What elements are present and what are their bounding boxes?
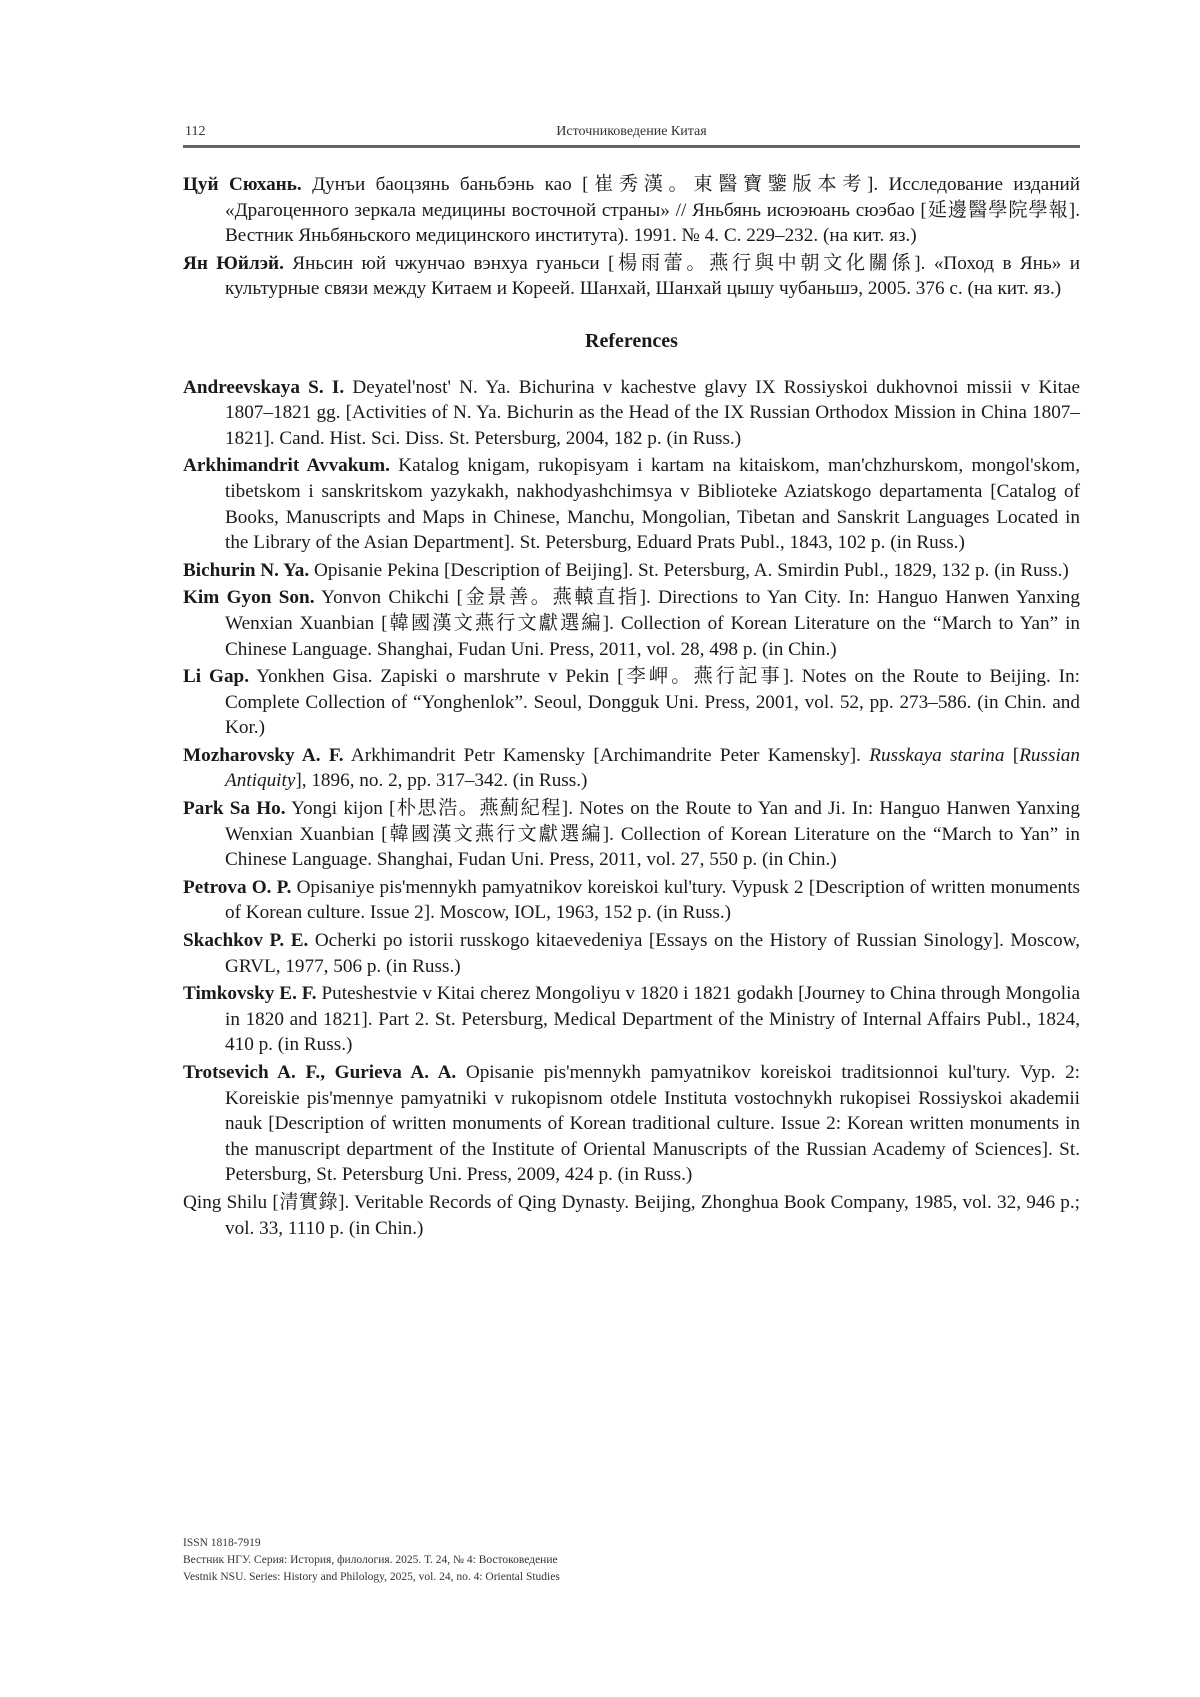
ref-author: Mozharovsky A. F. [183, 744, 344, 766]
issn: ISSN 1818-7919 [183, 1537, 261, 1549]
ref-author: Li Gap. [183, 666, 250, 688]
ref-text: Yonvon Chikchi [金景善。燕轅直指]. Directions to Yan City. In: Hanguo Hanwen Yanxing Wenxian Xuanbian [韓國漢文燕行文獻選編]. Collection of Korean Literature on the “March to Yan” in Chinese Language. Shanghai, Fudan Uni. Press, 2011, vol. 28, 498 p. (in Chin.) [225, 587, 1080, 660]
bibliography [183, 172, 1080, 1243]
bib-entry [183, 251, 1080, 302]
ref-author: Andreevskaya S. I. [183, 376, 345, 398]
reference-entry [183, 558, 1080, 584]
bib-entry [183, 172, 1080, 249]
ref-author: Trotsevich A. F., Gurieva A. A. [183, 1062, 457, 1083]
reference-entry [183, 1190, 1080, 1241]
running-head [183, 122, 1080, 144]
ref-author: Petrova O. P. [183, 876, 292, 898]
reference-entry [183, 981, 1080, 1058]
ref-author: Skachkov P. E. [183, 930, 309, 952]
reference-entry [183, 453, 1080, 555]
reference-entry [183, 928, 1080, 979]
ref-text: Yonkhen Gisa. Zapiski o marshrute v Pekin [李岬。燕行記事]. Notes on the Route to Beijing. In: Complete Collection of “Yonghenlok”. Seoul, Dongguk Uni. Press, 2001, vol. 52, pp. 273–586. (in Chin. and Kor.) [225, 666, 1080, 739]
references-heading: References [585, 329, 678, 352]
ref-text: Deyatel'nost' N. Ya. Bichurina v kachestve glavy IX Rossiyskoi dukhovnoi missii v Kitae 1807–1821 gg. [Activities of N. Ya. Bichurin as the Head of the IX Russian Orthodox Mission in China 1807–1821]. Cand. Hist. Sci. Diss. St. Petersburg, 2004, 182 p. (in Russ.) [225, 376, 1080, 449]
reference-entry [183, 743, 1080, 794]
journal-citation-ru: Вестник НГУ. Серия: История, филология. 2025. Т. 24, № 4: Востоковедение [183, 1554, 558, 1566]
ref-text: Yongi kijon [朴思浩。燕薊紀程]. Notes on the Route to Yan and Ji. In: Hanguo Hanwen Yanxing Wenxian Xuanbian [韓國漢文燕行文獻選編]. Collection of Korean Literature on the “March to Yan” in Chinese Language. Shanghai, Fudan Uni. Press, 2011, vol. 27, 550 p. (in Chin.) [225, 798, 1080, 871]
ref-author: Arkhimandrit Avvakum. [183, 455, 390, 477]
ref-text: [ [1004, 744, 1020, 766]
ref-text: Arkhimandrit Petr Kamensky [Archimandrite Peter Kamensky]. [343, 744, 870, 766]
page-number: 112 [185, 124, 206, 139]
ref-italic-title: Russkaya starina [869, 744, 1005, 766]
ref-author: Bichurin N. Ya. [183, 559, 310, 581]
ref-italic-title: Russian Antiquity [225, 744, 1080, 792]
ref-author: Park Sa Ho. [183, 798, 286, 820]
bib-author: Цуй Сюхань. [183, 174, 302, 195]
reference-entry [183, 375, 1080, 452]
reference-entry [183, 796, 1080, 873]
bib-text: Яньсин юй чжунчао вэнхуа гуаньси [楊雨蕾。燕行與中朝文化關係]. «Поход в Янь» и культурные связи между Китаем и Кореей. Шанхай, Шанхай цышу чубаньшэ, 2005. 376 с. (на кит. яз.) [225, 252, 1080, 300]
section-title: Источниковедение Китая [556, 124, 707, 139]
ref-text: Puteshestvie v Kitai cherez Mongoliyu v 1820 i 1821 godakh [Journey to China through Mongolia in 1820 and 1821]. Part 2. St. Petersburg, Medical Department of the Ministry of Internal Affairs Publ., 1824, 410 p. (in Russ.) [225, 983, 1080, 1056]
reference-entry [183, 1060, 1080, 1188]
journal-citation-en: Vestnik NSU. Series: History and Philology, 2025, vol. 24, no. 4: Oriental Studies [183, 1571, 560, 1583]
reference-entry [183, 664, 1080, 741]
ref-author: Kim Gyon Son. [183, 587, 315, 609]
journal-footer [183, 1535, 783, 1586]
reference-entry [183, 875, 1080, 926]
header-rule [183, 145, 1080, 148]
ref-text: Katalog knigam, rukopisyam i kartam na kitaiskom, man'chzhurskom, mongol'skom, tibetskom i sanskritskom yazykakh, nakhodyashchimsya v Biblioteke Aziatskogo departamenta [Catalog of Books, Manuscripts and Maps in Chinese, Manchu, Mongolian, Tibetan and Sanskrit Languages Located in the Library of the Asian Department]. St. Petersburg, Eduard Prats Publ., 1843, 102 p. (in Russ.) [225, 455, 1080, 554]
ref-text: Opisanie Pekina [Description of Beijing]. St. Petersburg, A. Smirdin Publ., 1829, 132 p. (in Russ.) [309, 559, 1069, 581]
bib-author: Ян Юйлэй. [183, 252, 284, 274]
bib-text: Дунъи баоцзянь баньбэнь као [崔秀漢。東醫寶鑒版本考]. Исследование изданий «Драгоценного зеркала медицины восточной страны» // Яньбянь исюэюань сюэбао [延邊醫學院學報]. Вестник Яньбяньского медицинского института). 1991. № 4. С. 229–232. (на кит. яз.) [225, 174, 1080, 247]
ref-text: Opisanie pis'mennykh pamyatnikov koreiskoi traditsionnoi kul'tury. Vyp. 2: Koreiskie pis'mennye pamyatniki v rukopisnom otdele Instituta vostochnykh rukopisei Rossiyskoi akademii nauk [Description of written monuments of Korean traditional culture. Issue 2: Korean written monuments in the manuscript department of the Institute of Oriental Manuscripts of the Russian Academy of Sciences]. St. Petersburg, St. Petersburg Uni. Press, 2009, 424 p. (in Russ.) [225, 1062, 1081, 1186]
ref-text: Qing Shilu [清實錄]. Veritable Records of Qing Dynasty. Beijing, Zhonghua Book Company, 1985, vol. 32, 946 p.; vol. 33, 1110 p. (in Chin.) [183, 1191, 1080, 1239]
ref-author: Timkovsky E. F. [183, 983, 317, 1005]
ref-text: Ocherki po istorii russkogo kitaevedeniya [Essays on the History of Russian Sinology]. Moscow, GRVL, 1977, 506 p. (in Russ.) [225, 930, 1080, 977]
reference-entry [183, 585, 1080, 662]
ref-text: Opisaniye pis'mennykh pamyatnikov koreiskoi kul'tury. Vypusk 2 [Description of written monuments of Korean culture. Issue 2]. Moscow, IOL, 1963, 152 p. (in Russ.) [225, 876, 1080, 924]
ref-text: ], 1896, no. 2, pp. 317–342. (in Russ.) [295, 770, 588, 792]
